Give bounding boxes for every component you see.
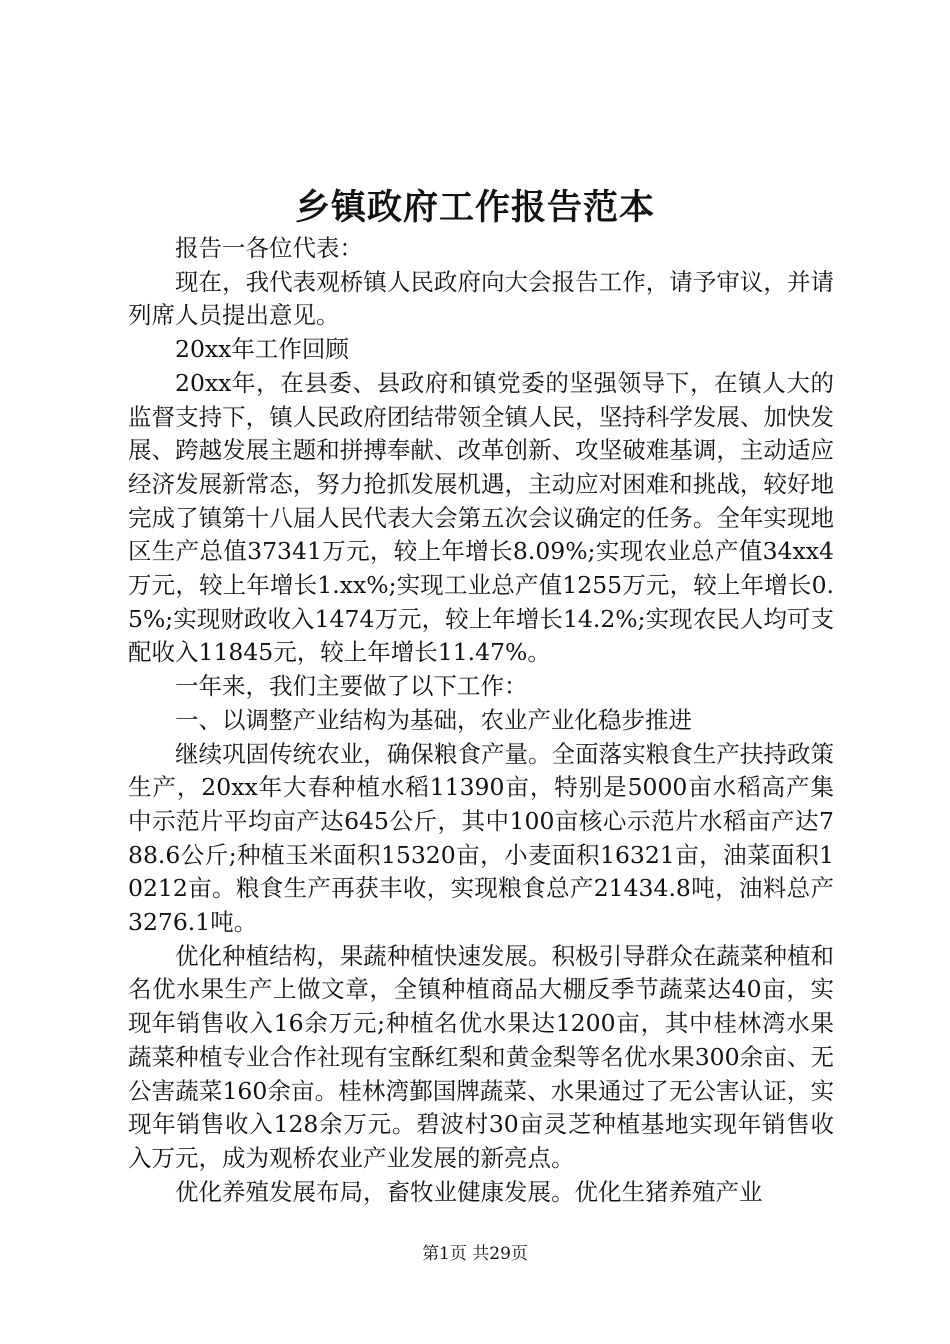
document-title: 乡镇政府工作报告范本 bbox=[294, 187, 655, 228]
paragraph-fruit-vegetable: 优化种植结构，果蔬种植快速发展。积极引导群众在蔬菜种植和名优水果生产上做文章，全镇种植商品大棚反季节蔬菜达40亩，实现年销售收入16余万元;种植名优水果达1200亩，其中桂林湾水果蔬菜种植专业合作社现有宝酥红梨和黄金梨等名优水果300余亩、无公害蔬菜160余亩。桂林湾鄞国牌蔬菜、水果通过了无公害认证，实现年销售收入128余万元。碧波村30亩灵芝种植基地实现年销售收入万元，成为观桥农业产业发展的新亮点。 bbox=[128, 941, 834, 1172]
page-number-footer: 第1页 共29页 bbox=[422, 1244, 528, 1264]
paragraph-salutation: 报告一各位代表： bbox=[175, 234, 363, 262]
document-body bbox=[128, 232, 834, 1209]
paragraph-livestock: 优化养殖发展布局，畜牧业健康发展。优化生猪养殖产业 bbox=[175, 1177, 763, 1206]
paragraph-grain: 继续巩固传统农业，确保粮食产量。全面落实粮食生产扶持政策生产，20xx年大春种植水稻11390亩，特别是5000亩水稻高产集中示范片平均亩产达645公斤，其中100亩核心示范片水稻亩产达788.6公斤;种植玉米面积15320亩，小麦面积16321亩，油菜面积10212亩。粮食生产再获丰收，实现粮食总产21434.8吨，油料总产3276.1吨。 bbox=[128, 739, 834, 937]
section-heading-review: 20xx年工作回顾 bbox=[175, 335, 349, 364]
paragraph-intro: 现在，我代表观桥镇人民政府向大会报告工作，请予审议，并请列席人员提出意见。 bbox=[128, 267, 834, 330]
paragraph-summary: 20xx年，在县委、县政府和镇党委的坚强领导下，在镇人大的监督支持下，镇人民政府团结带领全镇人民，坚持科学发展、加快发展、跨越发展主题和拼搏奉献、改革创新、攻坚破难基调，主动适应经济发展新常态，努力抢抓发展机遇，主动应对困难和挑战，较好地完成了镇第十八届人民代表大会第五次会议确定的任务。全年实现地区生产总值37341万元，较上年增长8.09%;实现农业总产值34xx4万元，较上年增长1.xx%;实现工业总产值1255万元，较上年增长0.5%;实现财政收入1474万元，较上年增长14.2%;实现农民人均可支配收入11845元，较上年增长11.47%。 bbox=[128, 368, 834, 667]
paragraph-work-intro: 一年来，我们主要做了以下工作： bbox=[175, 672, 528, 701]
section-heading-agriculture: 一、以调整产业结构为基础，农业产业化稳步推进 bbox=[175, 705, 692, 734]
